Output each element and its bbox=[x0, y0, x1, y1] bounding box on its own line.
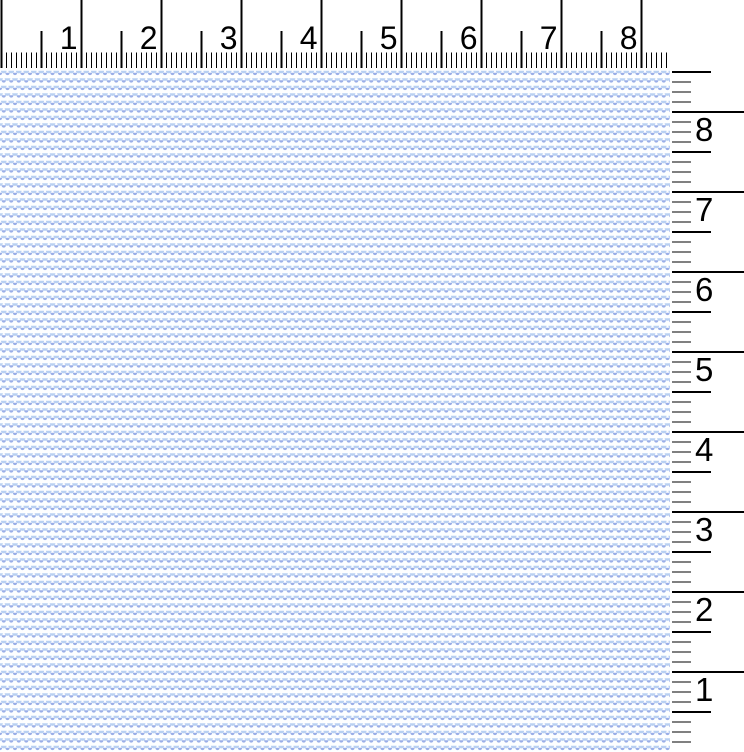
inch-number: 3 bbox=[695, 511, 714, 548]
tick-marks bbox=[672, 72, 744, 742]
horizontal-ruler bbox=[0, 0, 744, 70]
inch-number: 1 bbox=[695, 671, 714, 708]
inch-number: 2 bbox=[695, 591, 714, 628]
tick-marks bbox=[2, 0, 667, 68]
fabric-fill bbox=[0, 70, 670, 752]
horizontal-ruler-scale bbox=[0, 0, 744, 70]
vertical-ruler bbox=[670, 70, 744, 752]
inch-number: 3 bbox=[219, 20, 238, 56]
inch-number: 5 bbox=[379, 20, 398, 56]
inch-number: 7 bbox=[539, 20, 558, 56]
inch-number: 8 bbox=[619, 20, 638, 56]
vertical-ruler-scale bbox=[670, 70, 744, 752]
inch-number: 1 bbox=[59, 20, 78, 56]
fabric-swatch bbox=[0, 70, 670, 752]
inch-number: 4 bbox=[695, 431, 714, 468]
inch-number: 2 bbox=[139, 20, 158, 56]
inch-number: 6 bbox=[459, 20, 478, 56]
inch-number: 6 bbox=[695, 271, 714, 308]
fabric-pattern-canvas bbox=[0, 70, 670, 752]
inch-number: 7 bbox=[695, 191, 714, 228]
inch-number: 5 bbox=[695, 351, 714, 388]
inch-number: 8 bbox=[695, 111, 714, 148]
inch-number: 4 bbox=[299, 20, 318, 56]
